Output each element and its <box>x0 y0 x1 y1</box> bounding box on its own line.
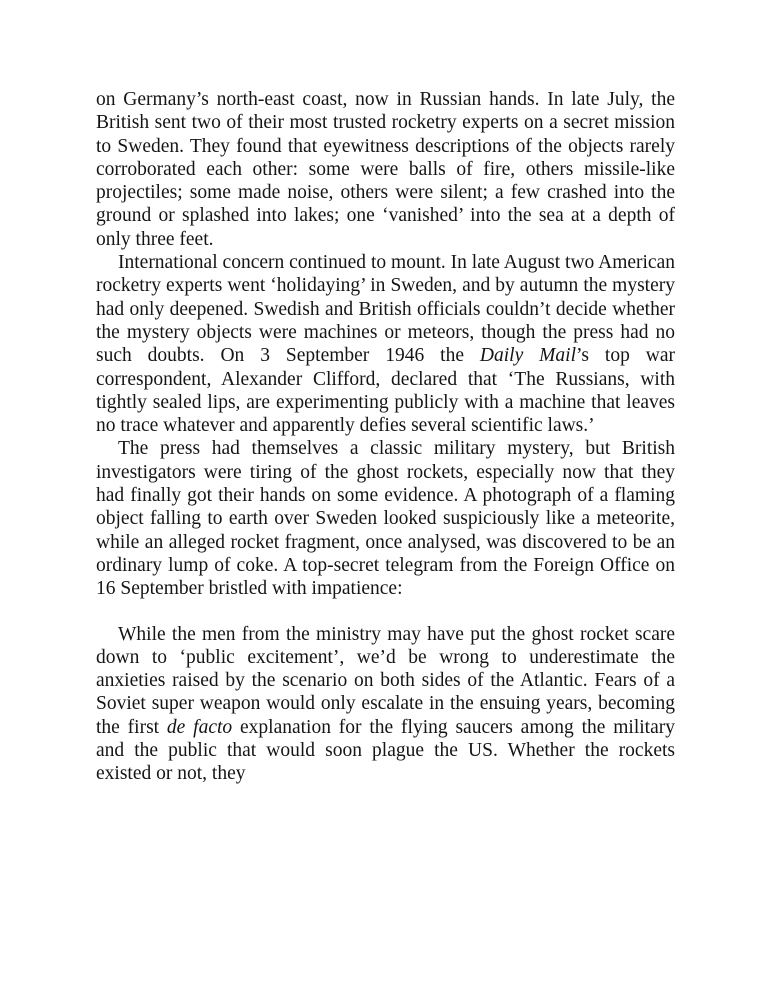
body-paragraph: The press had themselves a classic military mystery, but British investigators were tiring of the ghost rockets, especially now that they had finally got their hands on some evidence. A photograph of a flaming object falling to earth over Sweden looked suspiciously like a meteorite, while an alleged rocket fragment, once analysed, was discovered to be an ordinary lump of coke. A top-secret telegram from the Foreign Office on 16 September bristled with impatience: <box>96 438 675 600</box>
body-paragraph: on Germany’s north-east coast, now in Russian hands. In late July, the British sent two of their most trusted rocketry experts on a secret mission to Sweden. They found that eyewitness descriptions of the objects rarely corroborated each other: some were balls of fire, others missile-like projectiles; some made noise, others were silent; a few crashed into the ground or splashed into lakes; one ‘vanished’ into the sea at a depth of only three feet. <box>96 89 675 250</box>
book-page-body <box>96 88 675 786</box>
body-paragraph <box>96 251 675 437</box>
newspaper-title-italic: Daily Mail <box>479 345 576 367</box>
body-paragraph <box>96 623 675 786</box>
latin-phrase-italic: de facto <box>166 716 233 738</box>
paragraph-text: While the men from the ministry may have put the ghost rocket scare down to ‘public excitement’, we’d be wrong to underestimate the anxieties raised by the scenario on both sides of the Atlantic. Fears of a Soviet super weapon would only escalate in the ensuing years, becoming the first <box>96 623 675 738</box>
paragraph-text: ’s top war correspondent, Alexander Clifford, declared that ‘The Russians, with tightly sealed lips, are experimenting publicly with a machine that leaves no trace whatever and apparently defies several scientific laws.’ <box>96 345 676 437</box>
paragraph-text: International concern continued to mount. In late August two American rocketry experts went ‘holidaying’ in Sweden, and by autumn the mystery had only deepened. Swedish and British officials couldn’t decide whether the mystery objects were machines or meteors, though the press had no such doubts. On 3 September 1946 the <box>96 252 675 367</box>
paragraph-text: explanation for the flying saucers among the military and the public that would soon plague the US. Whether the rockets existed or not, they <box>96 716 675 785</box>
